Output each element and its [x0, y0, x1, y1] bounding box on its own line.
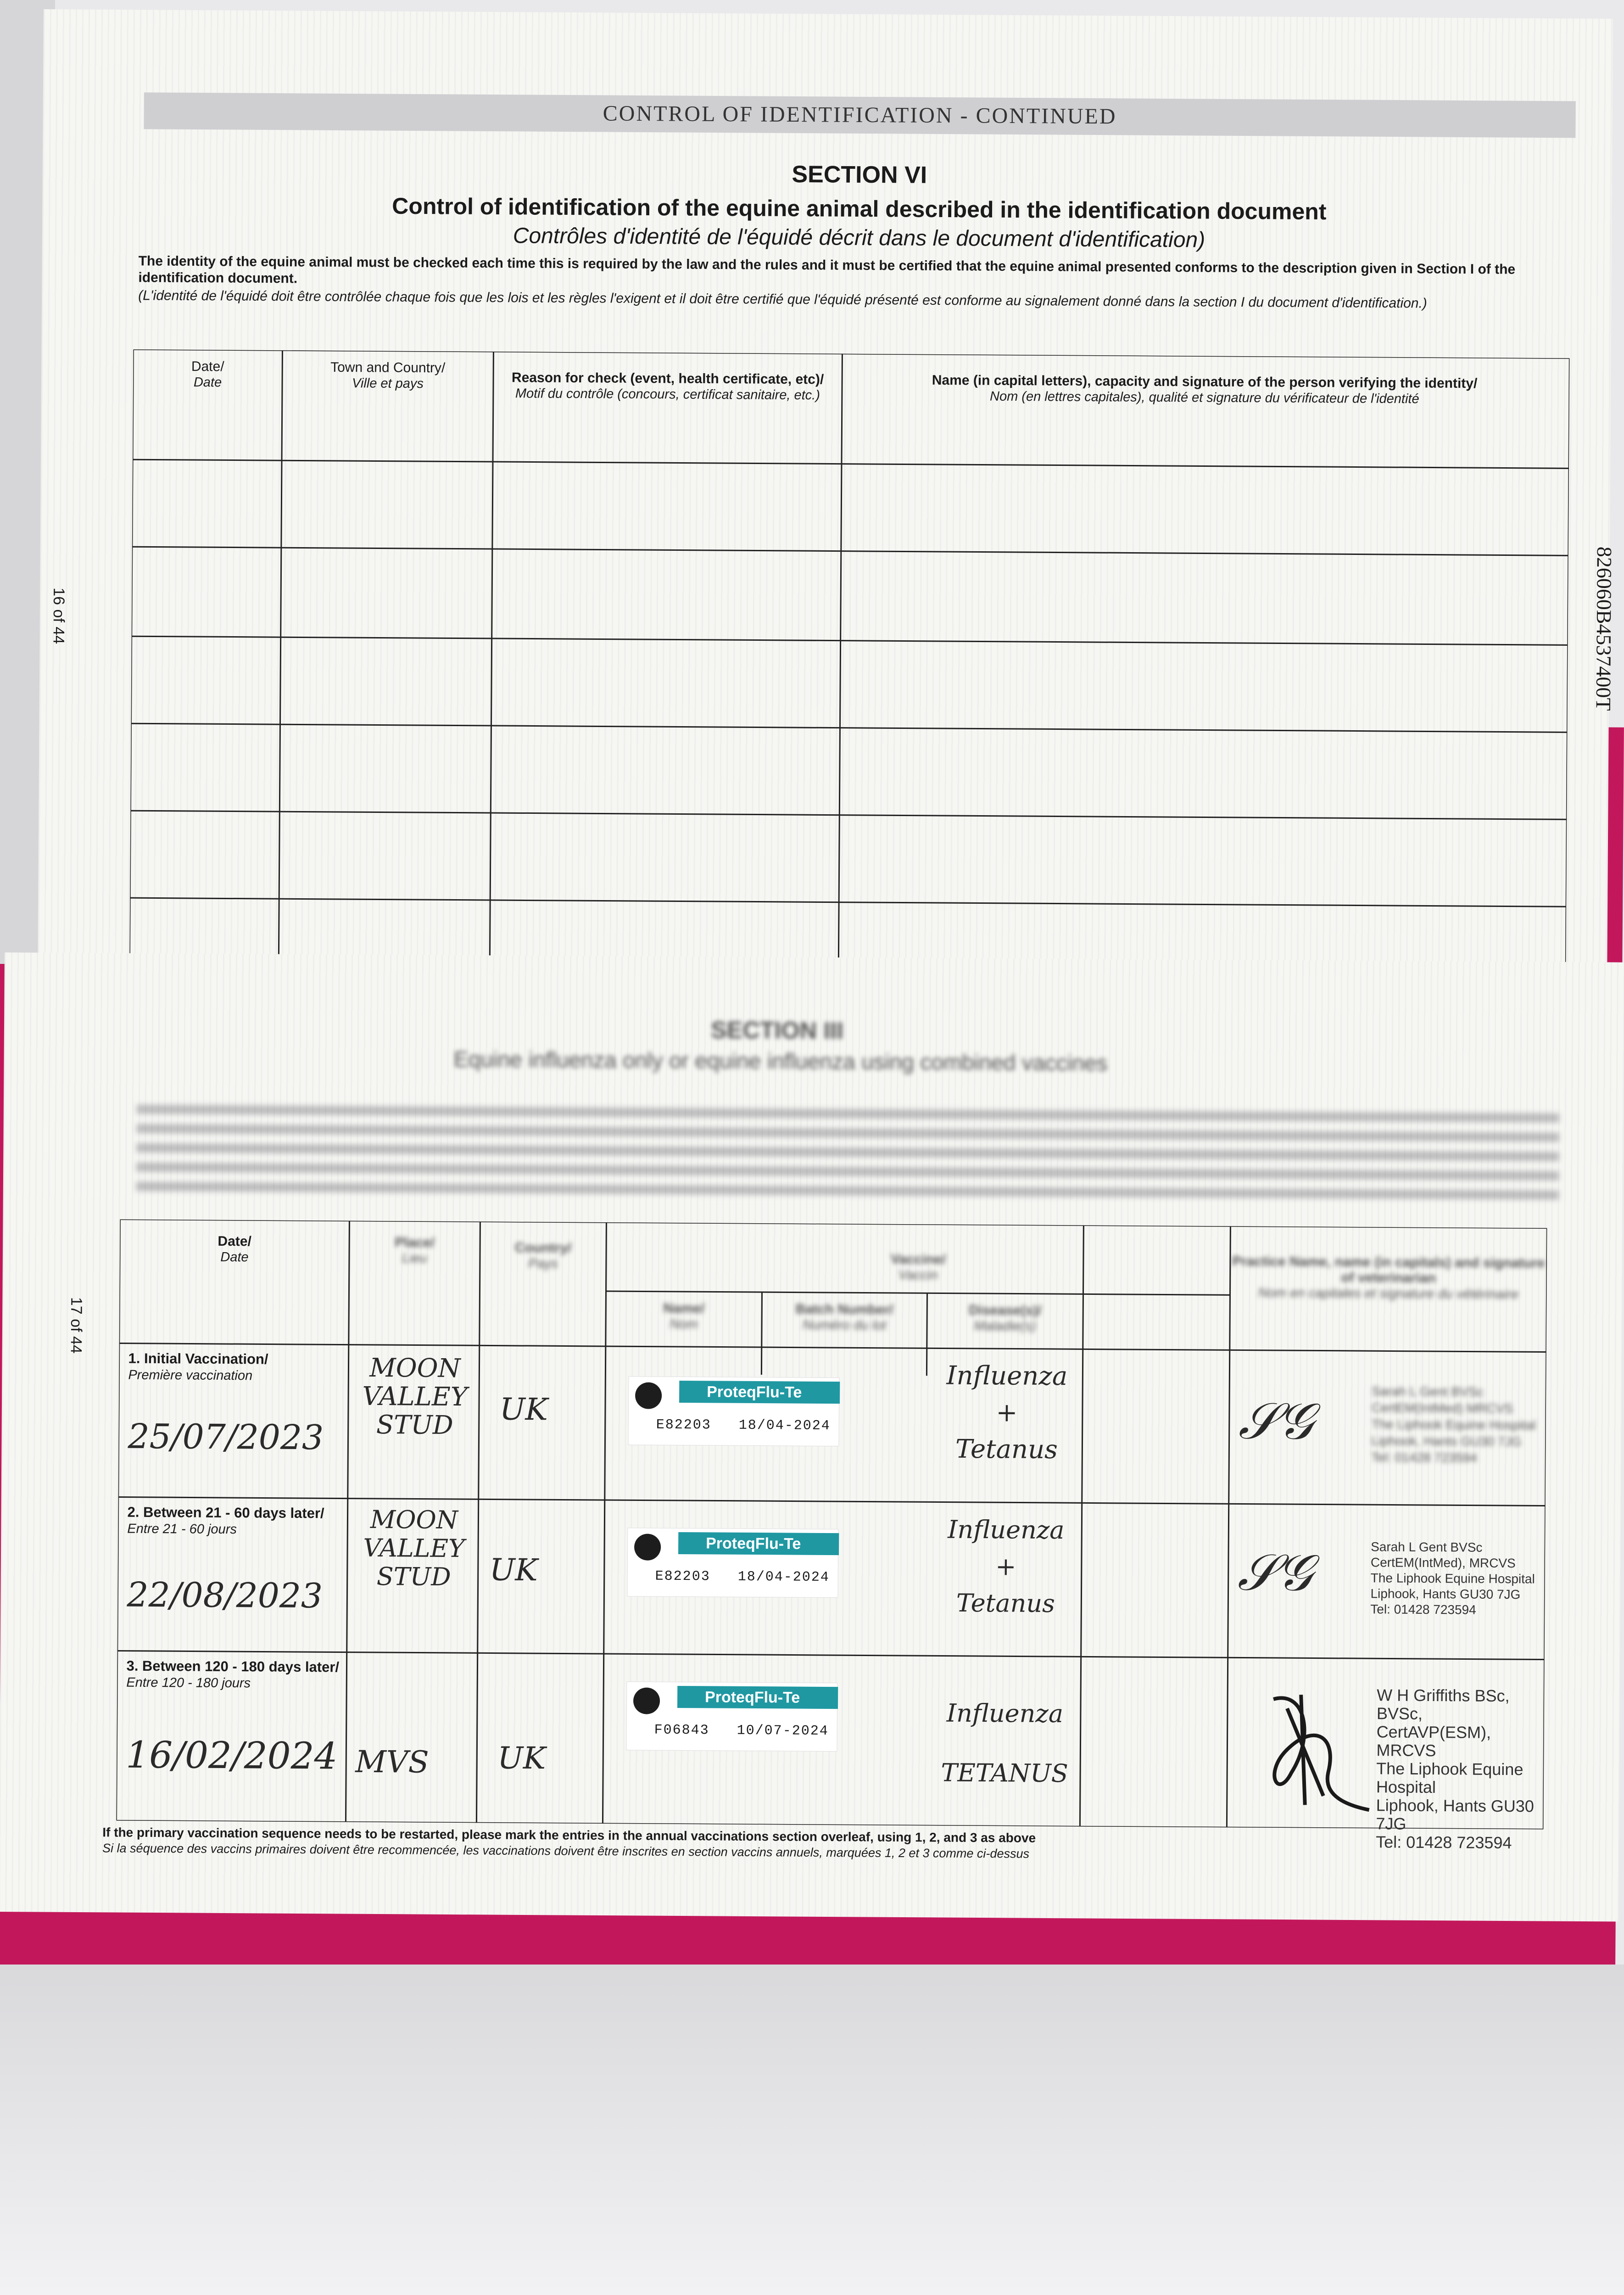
document-title-en: Control of identification of the equine animal described in the identification document — [392, 193, 1327, 225]
blurred-notes — [136, 1105, 1559, 1205]
vet-signature — [1236, 1680, 1375, 1819]
vaccination-country: UK — [489, 1552, 538, 1588]
batch-and-expiry: E82203 18/04-2024 — [655, 1568, 830, 1586]
vaccine-brand: ProteqFlu-Te — [679, 1381, 840, 1404]
column-header-vaccine-name: Name/ Nom — [663, 1300, 705, 1332]
vaccination-diseases: Influenza + Tetanus — [948, 1515, 1065, 1618]
row-label-initial-vaccination: 1. Initial Vaccination/ Première vaccination — [128, 1350, 268, 1383]
vaccination-date: 22/08/2023 — [127, 1575, 323, 1616]
column-header-batch-number: Batch Number/ Numéro du lot — [795, 1301, 894, 1333]
section-title: SECTION VI — [792, 161, 927, 189]
document-title-fr: Contrôles d'identité de l'équidé décrit dans le document d'identification) — [513, 224, 1205, 252]
house-logo-icon — [634, 1534, 661, 1560]
house-logo-icon — [635, 1382, 662, 1409]
vaccination-diseases: Influenza TETANUS — [941, 1698, 1068, 1788]
top-page — [38, 9, 1616, 978]
running-header: CONTROL OF IDENTIFICATION - CONTINUED — [603, 101, 1117, 129]
row-label-third-vaccination: 3. Between 120 - 180 days later/ Entre 120 - 180 jours — [126, 1657, 340, 1691]
identity-table-grid — [129, 349, 1569, 987]
vaccination-date: 25/07/2023 — [128, 1416, 324, 1458]
batch-and-expiry: E82203 18/04-2024 — [656, 1417, 831, 1434]
vaccine-batch-sticker — [626, 1681, 837, 1752]
footnote-en: If the primary vaccination sequence needs to be restarted, please mark the entries in the annual vaccinations section overleaf, using 1, 2, and 3 as above — [102, 1825, 1036, 1845]
vet-stamp: Sarah L Gent BVSc CertEM(IntMed), MRCVS The Liphook Equine Hospital Liphook, Hants GU30 7JG Tel: 01428 723594 — [1370, 1539, 1535, 1617]
vaccine-brand: ProteqFlu-Te — [677, 1686, 838, 1709]
intro-text-en: The identity of the equine animal must be checked each time this is required by the law and the rules and it must be certified that the equine animal presented conforms to the description given in Section I of the identification document. — [138, 253, 1516, 286]
bottom-page — [0, 952, 1624, 1922]
column-header-diseases: Disease(s)/ Maladie(s) — [968, 1302, 1042, 1334]
passport-number: 826060B4537400T — [1591, 546, 1616, 711]
footnote-fr: Si la séquence des vaccins primaires doivent être recommencée, les vaccinations doivent être inscrites en section vaccins annuels, marquées 1, 2 et 3 comme ci-dessus — [102, 1841, 1030, 1861]
vaccination-place: MOON VALLEY STUD — [363, 1505, 465, 1591]
column-header-date: Date/ Date — [191, 358, 224, 390]
vaccination-country: UK — [497, 1740, 546, 1776]
section-title-blurred: SECTION III — [710, 1017, 844, 1045]
column-header-place: Place/ Lieu — [395, 1235, 435, 1266]
vaccination-diseases: Influenza + Tetanus — [946, 1360, 1068, 1465]
vet-signature: 𝒮𝒢 — [1238, 1391, 1314, 1451]
column-header-reason: Reason for check (event, health certificate, etc)/ Motif du contrôle (concours, certificat sanitaire, etc.) — [511, 370, 824, 403]
vaccination-place: MVS — [355, 1744, 429, 1780]
vaccine-batch-sticker — [627, 1528, 838, 1598]
scan-background — [0, 1965, 1624, 2295]
column-header-veterinarian: Practice Name, name (in capitals) and signature of veterinarian Nom en capitales et signature du vétérinaire — [1232, 1254, 1545, 1302]
vaccine-brand: ProteqFlu-Te — [678, 1532, 839, 1555]
vaccination-country: UK — [499, 1391, 548, 1427]
vet-signature: 𝒮𝒢 — [1237, 1543, 1313, 1602]
vaccination-date: 16/02/2024 — [126, 1733, 338, 1778]
vet-stamp: Sarah L Gent BVSc CertEM(IntMed) MRCVS The Liphook Equine Hospital Liphook, Hants GU30 7JG Tel: 01428 723594 — [1371, 1384, 1536, 1465]
house-logo-icon — [633, 1687, 660, 1714]
vet-stamp: W H Griffiths BSc, BVSc, CertAVP(ESM), MRCVS The Liphook Equine Hospital Liphook, Hants GU30 7JG Tel: 01428 723594 — [1376, 1685, 1535, 1853]
vaccination-place: MOON VALLEY STUD — [362, 1353, 468, 1440]
identity-check-table — [129, 349, 1569, 987]
column-header-verifier: Name (in capital letters), capacity and signature of the person verifying the identity/ Nom (en lettres capitales), qualité et signature du vérificateur de l'identité — [932, 372, 1478, 407]
row-label-second-vaccination: 2. Between 21 - 60 days later/ Entre 21 - 60 jours — [127, 1504, 324, 1537]
column-header-vaccine: Vaccine/ Vaccin — [890, 1251, 946, 1283]
vaccine-batch-sticker — [628, 1376, 839, 1446]
column-header-country: Country/ Pays — [514, 1240, 572, 1271]
vaccine-title-blurred: Equine influenza only or equine influenza using combined vaccines — [453, 1047, 1108, 1076]
page-number-top: 16 of 44 — [50, 588, 68, 644]
page-number-bottom: 17 of 44 — [67, 1297, 85, 1354]
column-header-town-country: Town and Country/ Ville et pays — [330, 359, 446, 392]
batch-and-expiry: F06843 10/07-2024 — [654, 1722, 829, 1740]
intro-text-fr: (L'identité de l'équidé doit être contrôlée chaque fois que les lois et les règles l'exigent et il doit être certifié que l'équidé présenté est conforme au signalement donné dans la section I du document d'identification.) — [138, 288, 1427, 311]
column-header-date: Date/ Date — [218, 1233, 251, 1265]
